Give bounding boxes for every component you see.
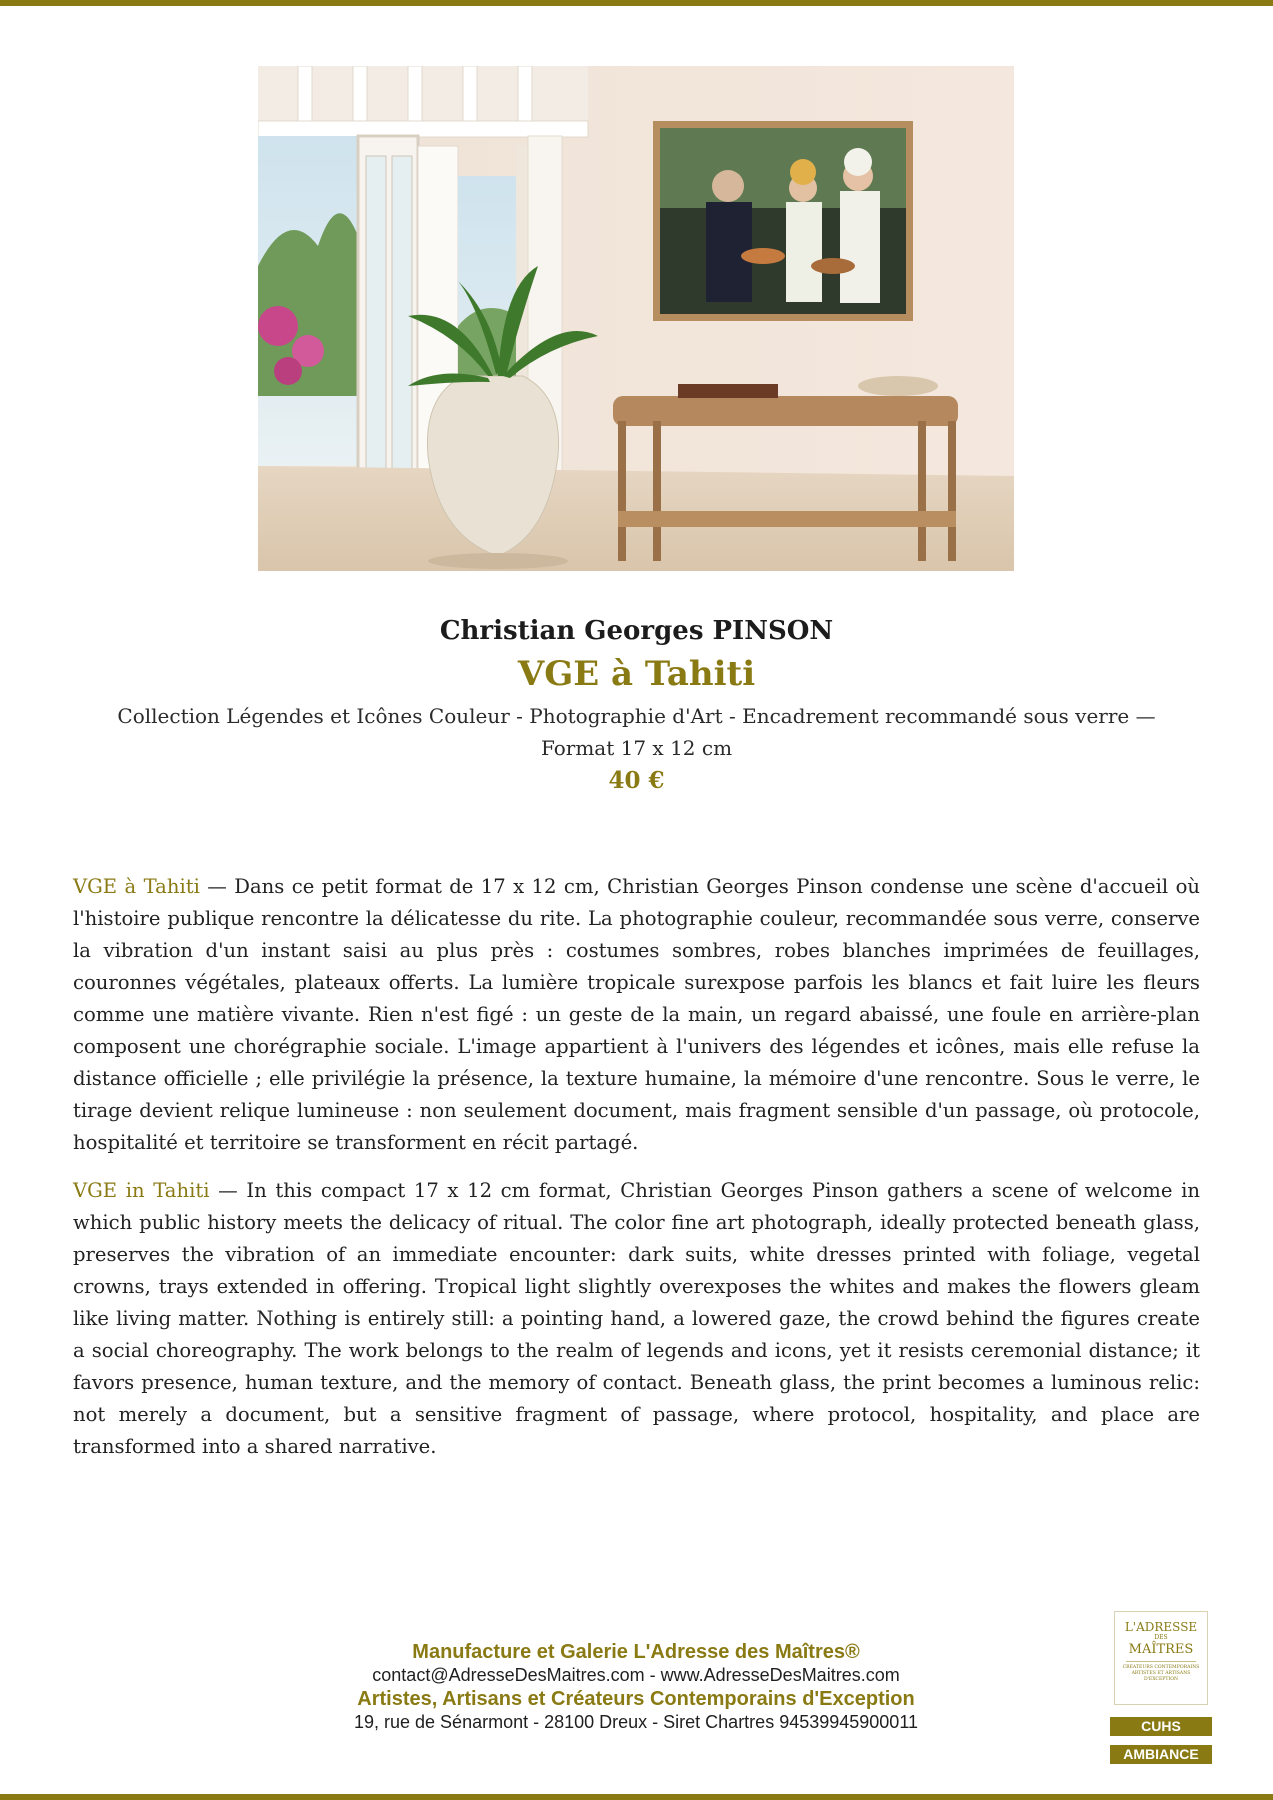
badge-cuhs: CUHS [1110,1717,1212,1736]
logo-line-4: CRÉATEURS CONTEMPORAINS ARTISTES ET ARTISANS D'EXCEPTION [1122,1665,1200,1682]
footer-tagline: Artistes, Artisans et Créateurs Contemporains d'Exception [357,1688,915,1710]
artist-name: Christian Georges PINSON [439,616,834,646]
logo-line-2: DES [1154,1634,1168,1641]
description-english [73,1175,1200,1463]
hero-image [258,66,1014,571]
footer [290,1640,982,1734]
logo-divider [1126,1661,1196,1662]
footer-company: Manufacture et Galerie L'Adresse des Maîtres® [412,1641,860,1663]
artwork-subtitle: Collection Légendes et Icônes Couleur - Photographie d'Art - Encadrement recommandé sous verre — Format 17 x 12 cm [117,704,1156,760]
description-french-lead: VGE à Tahiti [73,875,200,898]
bottom-border [0,1794,1273,1800]
footer-address: 19, rue de Sénarmont - 28100 Dreux - Siret Chartres 94539945900011 [353,1712,919,1732]
description-english-body: — In this compact 17 x 12 cm format, Christian Georges Pinson gathers a scene of welcome in which public history meets the delicacy of ritual. The color fine art photograph, ideally protected beneath glass, preserves the vibration of an immediate encounter: dark suits, white dresses printed with foliage, vegetal crowns, trays extended in offering. Tropical light slightly overexposes the whites and makes the flowers gleam like living matter. Nothing is entirely still: a pointing hand, a lowered gaze, the crowd behind the figures create a social choreography. The work belongs to the realm of legends and icons, yet it resists ceremonial distance; it favors presence, human texture, and the memory of contact. Beneath glass, the print becomes a luminous relic: not merely a document, but a sensitive fragment of passage, where protocol, hospitality, and place are transformed into a shared narrative. [73,1179,1200,1458]
description-english-lead: VGE in Tahiti [73,1179,210,1202]
description-french-body: — Dans ce petit format de 17 x 12 cm, Christian Georges Pinson condense une scène d'accueil où l'histoire publique rencontre la délicatesse du rite. La photographie couleur, recommandée sous verre, conserve la vibration d'un instant saisi au plus près : costumes sombres, robes blanches imprimées de feuillages, couronnes végétales, plateaux offerts. La lumière tropicale surexpose parfois les blancs et fait luire les fleurs comme une matière vivante. Rien n'est figé : un geste de la main, un regard abaissé, une foule en arrière-plan composent une chorégraphie sociale. L'image appartient à l'univers des légendes et icônes, mais elle refuse la distance officielle ; elle privilégie la présence, la texture humaine, la mémoire d'une rencontre. Sous le verre, le tirage devient relique lumineuse : non seulement document, mais fragment sensible d'un passage, où protocole, hospitalité et territoire se transforment en récit partagé. [73,875,1201,1154]
description-french [73,871,1200,1159]
top-border [0,0,1273,6]
logo-line-1: L'ADRESSE [1124,1620,1198,1634]
interior-scene-illustration [258,66,1014,571]
artwork-title: VGE à Tahiti [517,654,756,694]
description-block [73,871,1200,1479]
product-header [73,612,1200,798]
logo-line-3: MAÎTRES [1128,1642,1194,1657]
footer-contact: contact@AdresseDesMaitres.com - www.AdresseDesMaitres.com [372,1665,900,1685]
gallery-logo [1114,1611,1208,1705]
artwork-price: 40 € [608,767,665,794]
badge-ambiance: AMBIANCE [1110,1745,1212,1764]
